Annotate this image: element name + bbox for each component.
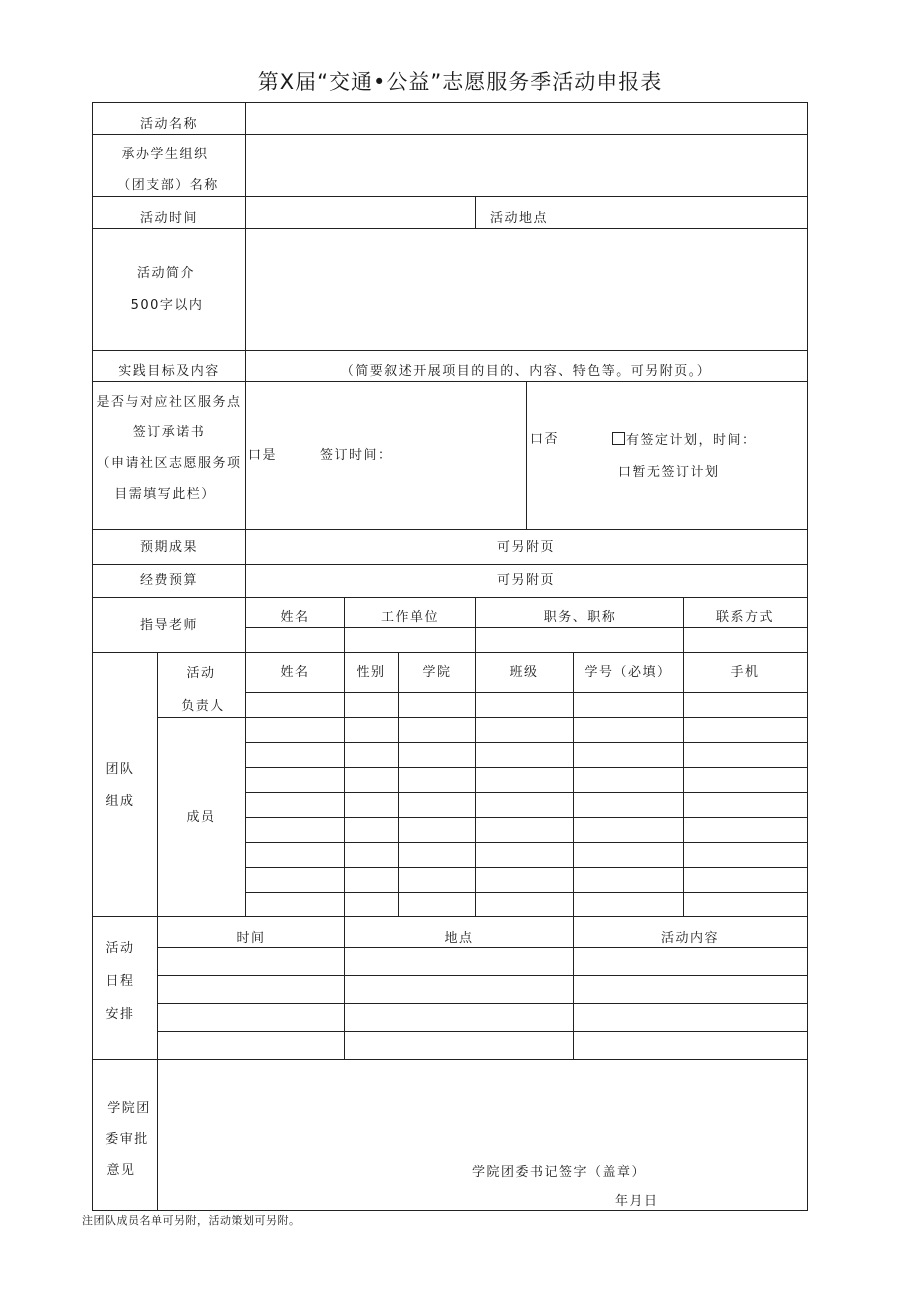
row-rule — [92, 381, 808, 382]
goal-hint: （简要叙述开展项目的目的、内容、特色等。可另附页。） — [340, 364, 712, 379]
row-rule — [92, 564, 808, 565]
label-members: 成员 — [186, 810, 216, 825]
checkbox-icon[interactable] — [612, 432, 625, 445]
option-no-plan[interactable]: 口暂无签订计划 — [618, 465, 720, 480]
footnote: 注团队成员名单可另附，活动策划可另附。 — [82, 1214, 301, 1227]
member-header-phone: 手机 — [730, 665, 760, 680]
label-organizer-line2: （团支部）名称 — [117, 178, 219, 193]
approval-col-divider — [157, 1059, 158, 1211]
label-community-line1: 是否与对应社区服务点 — [96, 395, 242, 410]
label-goal: 实践目标及内容 — [118, 364, 220, 379]
table-border-left — [92, 102, 93, 1211]
schedule-row-rule — [157, 947, 808, 948]
label-team-line1: 团队 — [105, 762, 135, 777]
advisor-col-divider — [683, 597, 684, 653]
team-row-rule — [245, 892, 808, 893]
team-row-rule — [245, 717, 808, 718]
label-community-line4: 目需填写此栏） — [114, 487, 216, 502]
label-advisor: 指导老师 — [139, 618, 199, 633]
row-rule — [92, 196, 808, 197]
label-approval-line2: 委审批 — [105, 1132, 149, 1147]
member-header-college: 学院 — [422, 665, 452, 680]
approval-date-label: 年月日 — [615, 1194, 659, 1209]
advisor-header-name: 姓名 — [280, 610, 310, 625]
schedule-col-divider — [344, 916, 345, 1060]
label-column-divider — [245, 102, 246, 653]
label-team-line2: 组成 — [105, 794, 135, 809]
label-intro-line2: 500字以内 — [130, 298, 204, 313]
label-approval-line1: 学院团 — [107, 1101, 151, 1116]
team-row-rule — [245, 742, 808, 743]
label-activity-name: 活动名称 — [139, 117, 199, 132]
advisor-header-contact: 联系方式 — [715, 610, 775, 625]
row-rule — [92, 916, 808, 917]
team-row-rule — [245, 692, 808, 693]
label-community-line2: 签订承诺书 — [132, 425, 206, 440]
label-leader-line2: 负责人 — [181, 699, 225, 714]
label-expected-results: 预期成果 — [139, 540, 199, 555]
option-yes[interactable]: 口是 — [248, 448, 278, 463]
member-header-name: 姓名 — [280, 665, 310, 680]
schedule-col-divider — [157, 916, 158, 1060]
label-leader-line1: 活动 — [186, 666, 216, 681]
table-border-right — [807, 102, 808, 1211]
label-organizer-line1: 承办学生组织 — [121, 147, 209, 162]
team-row-rule — [245, 792, 808, 793]
advisor-col-divider — [344, 597, 345, 653]
row-rule — [92, 529, 808, 530]
label-schedule-line2: 日程 — [105, 974, 135, 989]
table-border-bottom — [92, 1210, 808, 1211]
table-border-top — [92, 102, 808, 103]
row-rule — [92, 1059, 808, 1060]
label-approval-line3: 意见 — [106, 1163, 136, 1178]
member-header-student-id: 学号（必填） — [584, 665, 672, 680]
advisor-rule — [245, 627, 808, 628]
expected-hint: 可另附页 — [496, 540, 556, 555]
option-planned-label: 有签定计划，时间： — [626, 433, 757, 448]
row-rule — [92, 652, 808, 653]
advisor-col-divider — [475, 597, 476, 653]
label-intro-line1: 活动简介 — [136, 266, 196, 281]
label-schedule-line3: 安排 — [105, 1007, 135, 1022]
team-row-rule — [245, 842, 808, 843]
label-budget: 经费预算 — [139, 573, 199, 588]
yes-no-divider — [526, 381, 527, 530]
label-schedule-line1: 活动 — [105, 941, 135, 956]
option-no[interactable]: 口否 — [530, 432, 560, 447]
team-row-rule — [245, 817, 808, 818]
schedule-row-rule — [157, 1003, 808, 1004]
schedule-row-rule — [157, 1031, 808, 1032]
advisor-header-unit: 工作单位 — [380, 610, 440, 625]
time-place-divider — [475, 196, 476, 229]
leader-members-rule — [157, 717, 246, 718]
schedule-header-place: 地点 — [444, 931, 474, 946]
row-rule — [92, 350, 808, 351]
row-rule — [92, 134, 808, 135]
schedule-col-divider — [573, 916, 574, 1060]
row-rule — [92, 228, 808, 229]
team-row-rule — [245, 867, 808, 868]
secretary-signature-label: 学院团委书记签字（盖章） — [472, 1165, 647, 1180]
label-community-line3: （申请社区志愿服务项 — [96, 456, 242, 471]
team-row-rule — [245, 767, 808, 768]
member-header-class: 班级 — [509, 665, 539, 680]
member-header-gender: 性别 — [356, 665, 386, 680]
schedule-header-content: 活动内容 — [660, 931, 720, 946]
schedule-header-time: 时间 — [236, 931, 266, 946]
budget-hint: 可另附页 — [496, 573, 556, 588]
schedule-row-rule — [157, 975, 808, 976]
row-rule — [92, 597, 808, 598]
sign-time-label: 签订时间： — [320, 448, 393, 463]
label-activity-time: 活动时间 — [139, 211, 199, 226]
team-col-divider — [157, 652, 158, 917]
label-activity-place: 活动地点 — [490, 211, 549, 226]
page-title: 第X届“交通•公益”志愿服务季活动申报表 — [257, 70, 663, 94]
option-planned[interactable] — [612, 432, 757, 449]
advisor-header-title: 职务、职称 — [543, 610, 617, 625]
